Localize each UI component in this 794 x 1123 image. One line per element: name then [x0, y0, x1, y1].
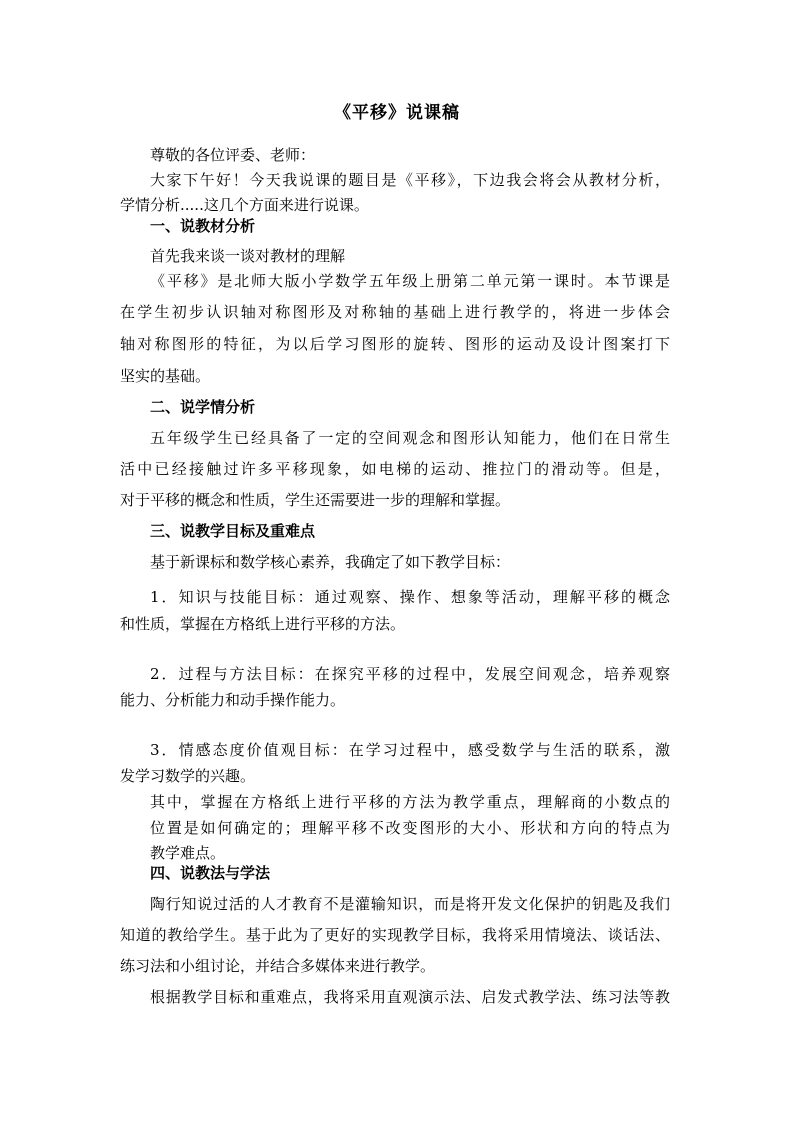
salutation: 尊敬的各位评委、老师：	[150, 146, 316, 164]
paragraph-line: 和性质，掌握在方格纸上进行平移的方法。	[120, 615, 406, 633]
paragraph-line: 在学生初步认识轴对称图形及对称轴的基础上进行教学的，将进一步体会	[120, 303, 670, 321]
paragraph-line: 轴对称图形的特征，为以后学习图形的旋转、图形的运动及设计图案打下	[120, 335, 670, 353]
paragraph-line: 教学难点。	[150, 844, 226, 862]
paragraph-line: 根据教学目标和重难点，我将采用直观演示法、启发式教学法、练习法等教	[150, 988, 670, 1006]
paragraph-line: 大家下午好！今天我说课的题目是《平移》，下边我会将会从教材分析，	[150, 171, 670, 189]
paragraph-line: 练习法和小组讨论，并结合多媒体来进行教学。	[120, 957, 436, 975]
paragraph-line: 陶行知说过活的人才教育不是灌输知识，而是将开发文化保护的钥匙及我们	[150, 895, 670, 913]
objective-item-2: 2．过程与方法目标：在探究平移的过程中，发展空间观念，培养观察	[150, 665, 670, 683]
paragraph-line: 知道的教给学生。基于此为了更好的实现教学目标，我将采用情境法、谈话法、	[120, 926, 670, 944]
paragraph-line: 坚实的基础。	[120, 367, 211, 385]
section-heading-2: 二、说学情分析	[150, 398, 256, 416]
paragraph-line: 活中已经接触过许多平移现象，如电梯的运动、推拉门的滑动等。但是，	[120, 460, 670, 478]
section-heading-1: 一、说教材分析	[150, 217, 256, 235]
section-heading-4: 四、说教法与学法	[150, 864, 271, 882]
paragraph-line: 能力、分析能力和动手操作能力。	[120, 691, 346, 709]
paragraph-line: 基于新课标和数学核心素养，我确定了如下教学目标：	[150, 553, 511, 571]
paragraph-line: 对于平移的概念和性质，学生还需要进一步的理解和掌握。	[120, 491, 511, 509]
objective-item-1: 1．知识与技能目标：通过观察、操作、想象等活动，理解平移的概念	[150, 588, 670, 606]
paragraph-line: 《平移》是北师大版小学数学五年级上册第二单元第一课时。本节课是	[150, 272, 670, 290]
objective-item-3: 3．情感态度价值观目标：在学习过程中，感受数学与生活的联系，激	[150, 741, 670, 759]
paragraph-line: 发学习数学的兴趣。	[120, 767, 256, 785]
page-title: 《平移》说课稿	[334, 103, 460, 123]
paragraph-line: 五年级学生已经具备了一定的空间观念和图形认知能力，他们在日常生	[150, 429, 670, 447]
paragraph-line: 学情分析.....这几个方面来进行说课。	[120, 196, 369, 214]
paragraph-line: 首先我来谈一谈对教材的理解	[150, 247, 346, 265]
paragraph-line: 位置是如何确定的；理解平移不改变图形的大小、形状和方向的特点为	[150, 819, 670, 837]
section-heading-3: 三、说教学目标及重难点	[150, 522, 316, 540]
paragraph-line: 其中，掌握在方格纸上进行平移的方法为教学重点，理解商的小数点的	[150, 793, 670, 811]
